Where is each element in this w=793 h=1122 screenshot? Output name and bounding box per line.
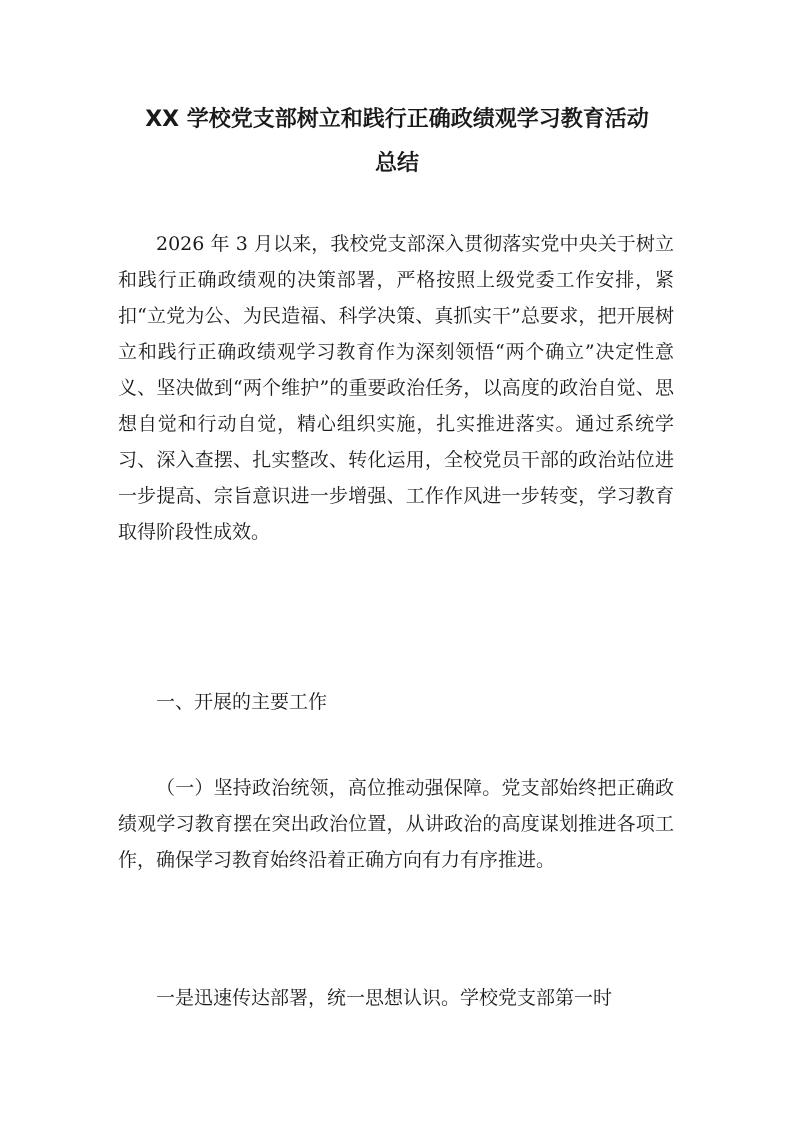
intro-paragraph: 2026 年 3 月以来，我校党支部深入贯彻落实党中央关于树立和践行正确政绩观的决策部署，严格按照上级党委工作安排，紧扣“立党为公、为民造福、科学决策、真抓实干”总要求，把开展树立和践行正确政绩观学习教育作为深刻领悟“两个确立”决定性意义、坚决做到“两个维护”的重要政治任务，以高度的政治自觉、思想自觉和行动自觉，精心组织实施，扎实推进落实。通过系统学习、深入查摆、扎实整改、转化运用，全校党员干部的政治站位进一步提高、宗旨意识进一步增强、工作作风进一步转变，学习教育取得阶段性成效。 [118,233,674,543]
title-line-1: XX 学校党支部树立和践行正确政绩观学习教育活动 [145,107,649,132]
item-paragraph-1: 一是迅速传达部署，统一思想认识。学校党支部第一时 [156,987,613,1009]
section-heading-1: 一、开展的主要工作 [156,691,328,713]
subsection-paragraph-1: （一）坚持政治统领，高位推动强保障。党支部始终把正确政绩观学习教育摆在突出政治位置，从讲政治的高度谋划推进各项工作，确保学习教育始终沿着正确方向有力有序推进。 [118,777,674,871]
document-title [96,98,698,186]
title-line-2: 总结 [374,151,419,176]
